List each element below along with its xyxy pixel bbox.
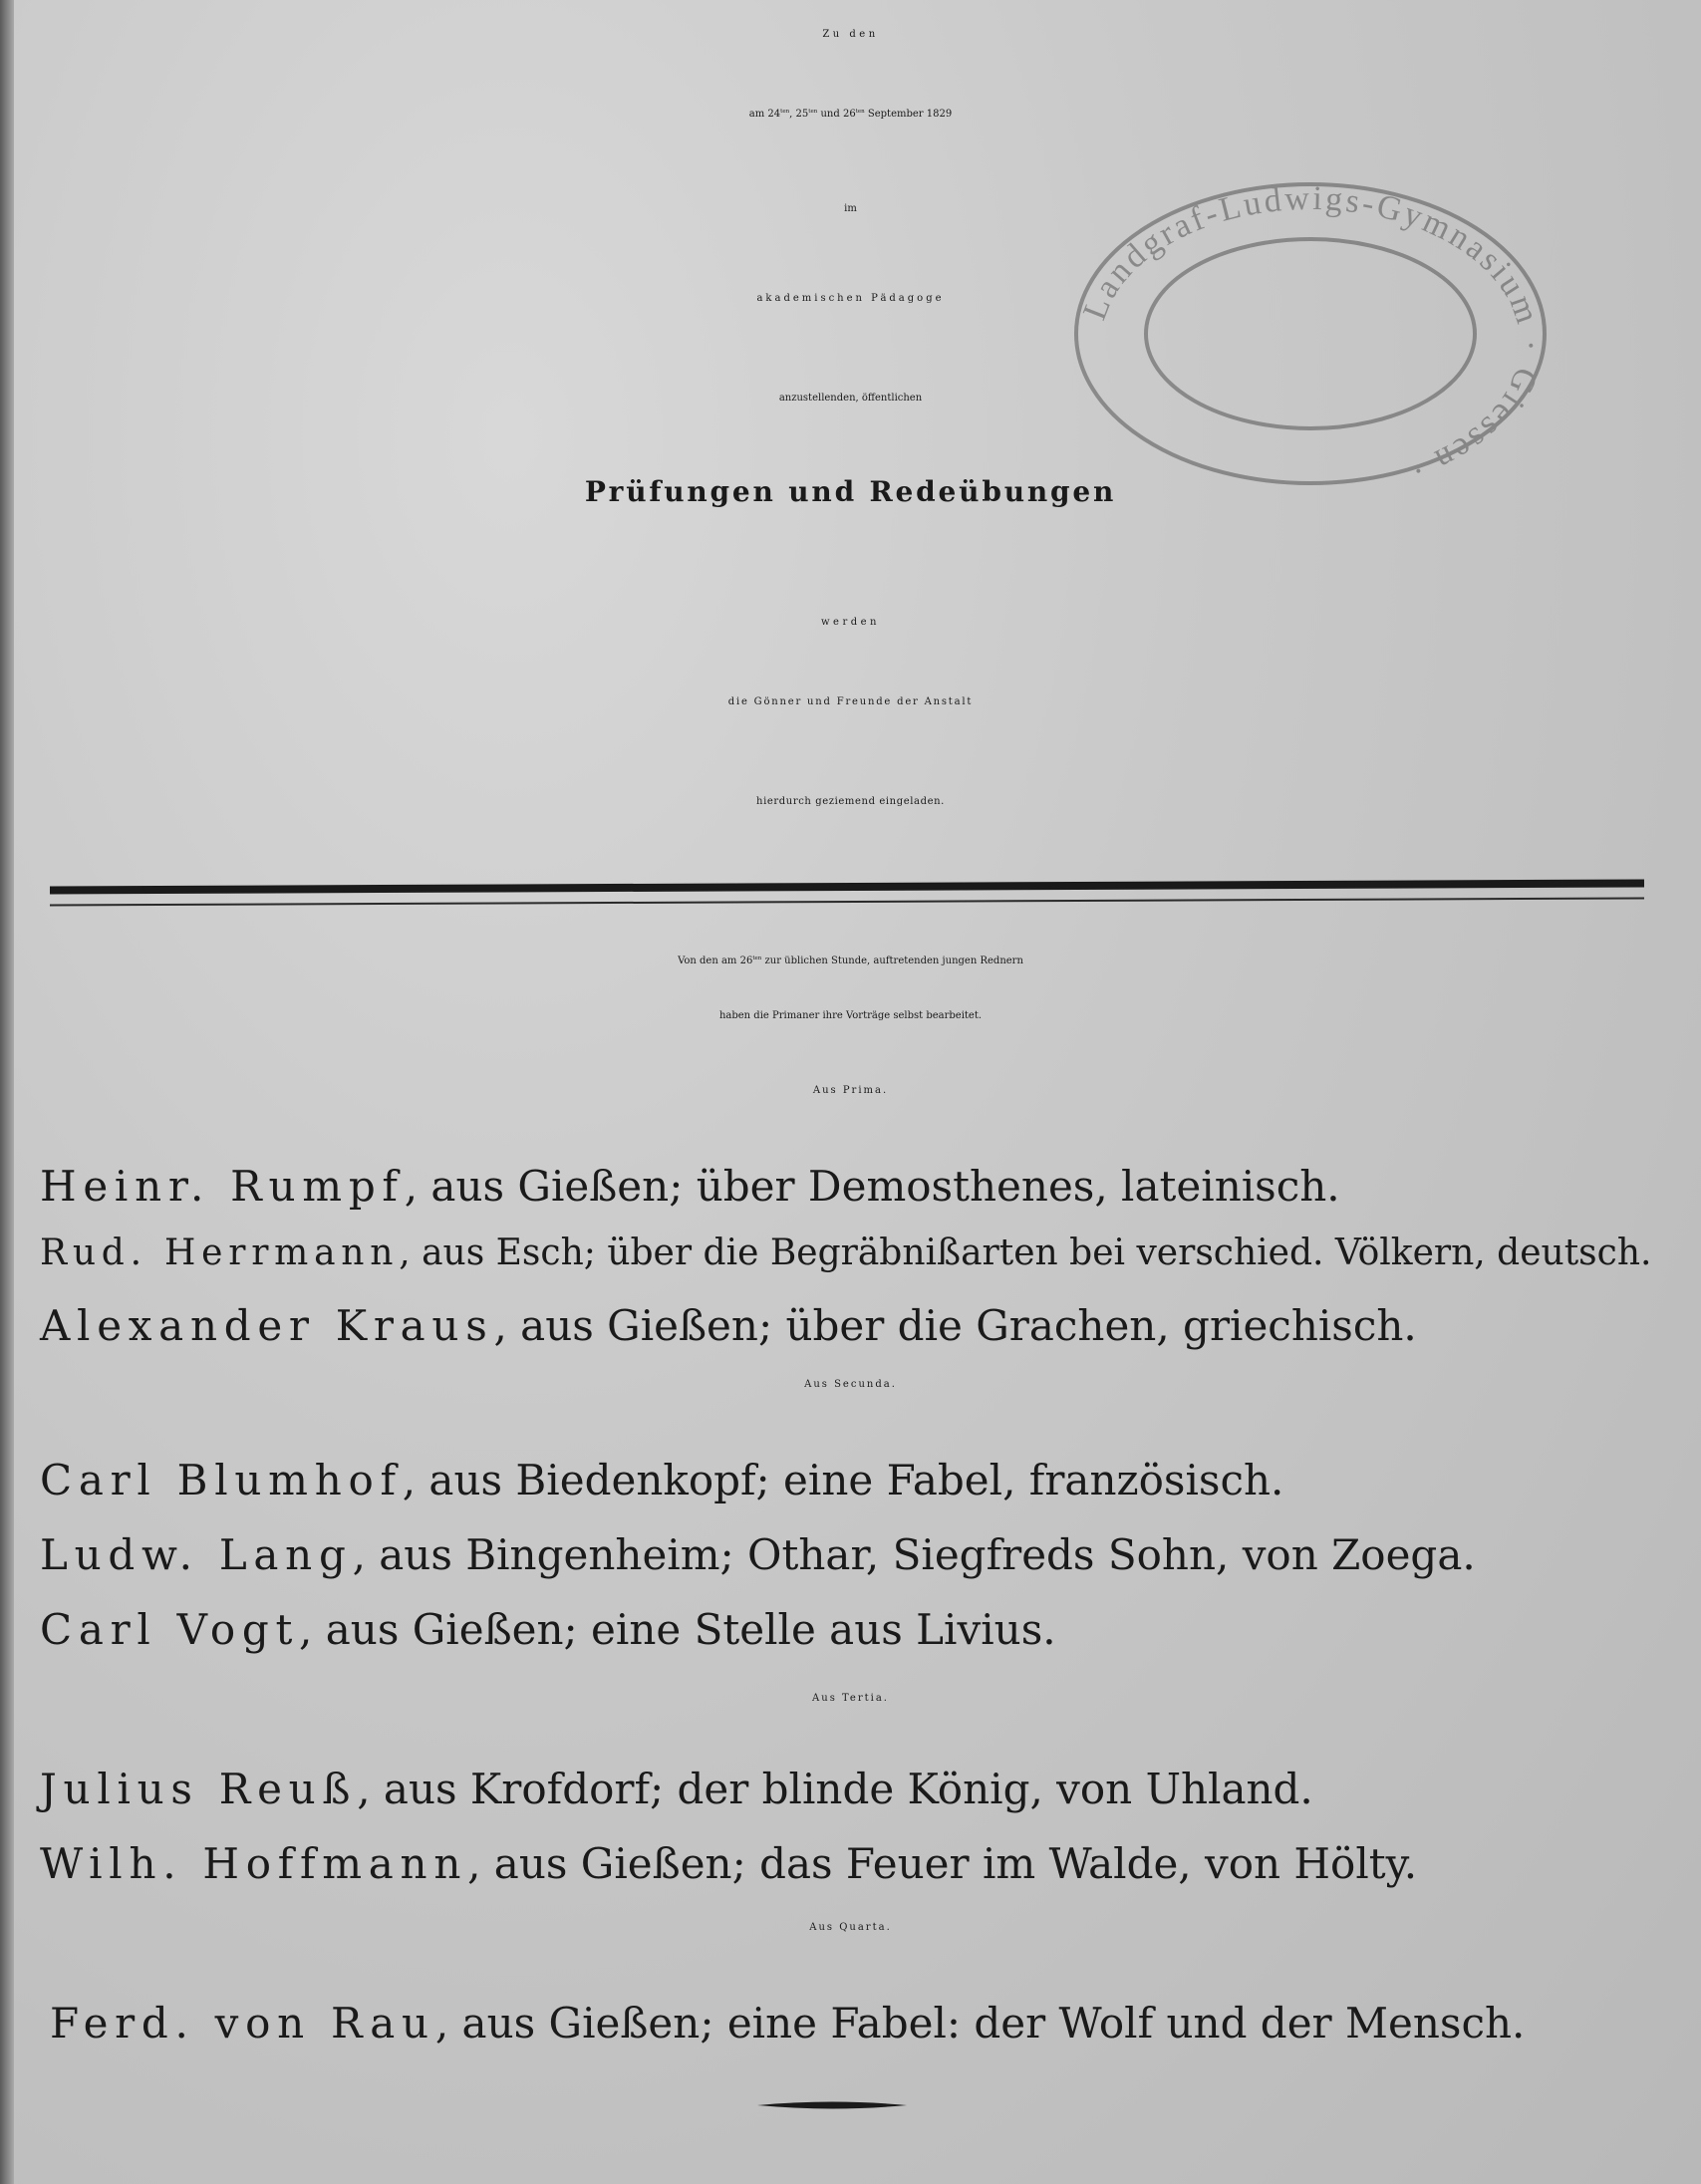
intro-zu-den: Zu den xyxy=(822,29,879,40)
speaker-name: Julius Reuß xyxy=(40,1765,358,1813)
intro-line-1: Von den am $26^{ten}$ zur üblichen Stunde, auftretenden jungen Rednern xyxy=(678,956,1023,967)
speaker-entry xyxy=(40,1301,1417,1350)
speaker-entry xyxy=(40,1530,1476,1579)
stamp-text: Landgraf-Ludwigs-Gymnasium · Giessen · xyxy=(1076,179,1550,491)
closing-ornament xyxy=(757,2100,907,2110)
speaker-name: Carl Vogt xyxy=(40,1605,300,1654)
speaker-topic: , aus Gießen; eine Fabel: der Wolf und der Mensch. xyxy=(434,1999,1526,2048)
speaker-name: Alexander Kraus xyxy=(40,1301,494,1350)
speaker-topic: , aus Krofdorf; der blinde König, von Uhland. xyxy=(357,1765,1313,1813)
speaker-name: Ludw. Lang xyxy=(40,1530,353,1579)
qualifier-text: anzustellenden, öffentlichen xyxy=(778,393,923,404)
speaker-entry xyxy=(40,1839,1418,1888)
verb-werden: werden xyxy=(820,617,881,628)
section-heading-tertia: Aus Tertia. xyxy=(812,1693,889,1704)
invitation-line: hierdurch geziemend eingeladen. xyxy=(756,796,945,807)
institution-name: akademischen Pädagoge xyxy=(756,293,945,304)
speaker-entry xyxy=(40,1162,1340,1211)
speaker-entry xyxy=(40,1605,1056,1654)
event-dates: am $24^{ten}$, $25^{ten}$ und $26^{ten}$ September 1829 xyxy=(748,109,953,121)
preposition-im: im xyxy=(844,203,857,214)
speaker-topic: , aus Gießen; über die Grachen, griechisch. xyxy=(493,1301,1417,1350)
section-heading-quarta: Aus Quarta. xyxy=(809,1922,892,1933)
speaker-name: Ferd. von Rau xyxy=(50,1999,435,2048)
section-heading-secunda: Aus Secunda. xyxy=(804,1379,897,1390)
speaker-name: Carl Blumhof xyxy=(40,1456,403,1504)
speaker-topic: , aus Esch; über die Begräbnißarten bei verschied. Völkern, deutsch. xyxy=(399,1232,1652,1273)
divider-thin-rule xyxy=(50,898,1644,907)
speaker-entry xyxy=(40,1765,1313,1813)
section-heading-prima: Aus Prima. xyxy=(812,1085,889,1096)
library-stamp xyxy=(1061,169,1559,498)
addressees: die Gönner und Freunde der Anstalt xyxy=(727,696,974,707)
speaker-entry xyxy=(50,1999,1526,2048)
intro-line-2: haben die Primaner ihre Vorträge selbst bearbeitet. xyxy=(718,1010,983,1021)
speaker-topic: , aus Gießen; das Feuer im Walde, von Hölty. xyxy=(467,1839,1418,1888)
speaker-entry xyxy=(40,1232,1652,1273)
speaker-name: Heinr. Rumpf xyxy=(40,1162,405,1211)
speaker-topic: , aus Gießen; über Demosthenes, lateinisch. xyxy=(404,1162,1340,1211)
speaker-name: Rud. Herrmann xyxy=(40,1232,400,1273)
divider-thick-rule xyxy=(50,880,1644,895)
speaker-name: Wilh. Hoffmann xyxy=(40,1839,468,1888)
speaker-topic: , aus Biedenkopf; eine Fabel, französisch. xyxy=(402,1456,1284,1504)
document-title: Prüfungen und Redeübungen xyxy=(584,475,1117,508)
speaker-entry xyxy=(40,1456,1284,1504)
speaker-topic: , aus Bingenheim; Othar, Siegfreds Sohn, von Zoega. xyxy=(352,1530,1476,1579)
speaker-topic: , aus Gießen; eine Stelle aus Livius. xyxy=(299,1605,1056,1654)
